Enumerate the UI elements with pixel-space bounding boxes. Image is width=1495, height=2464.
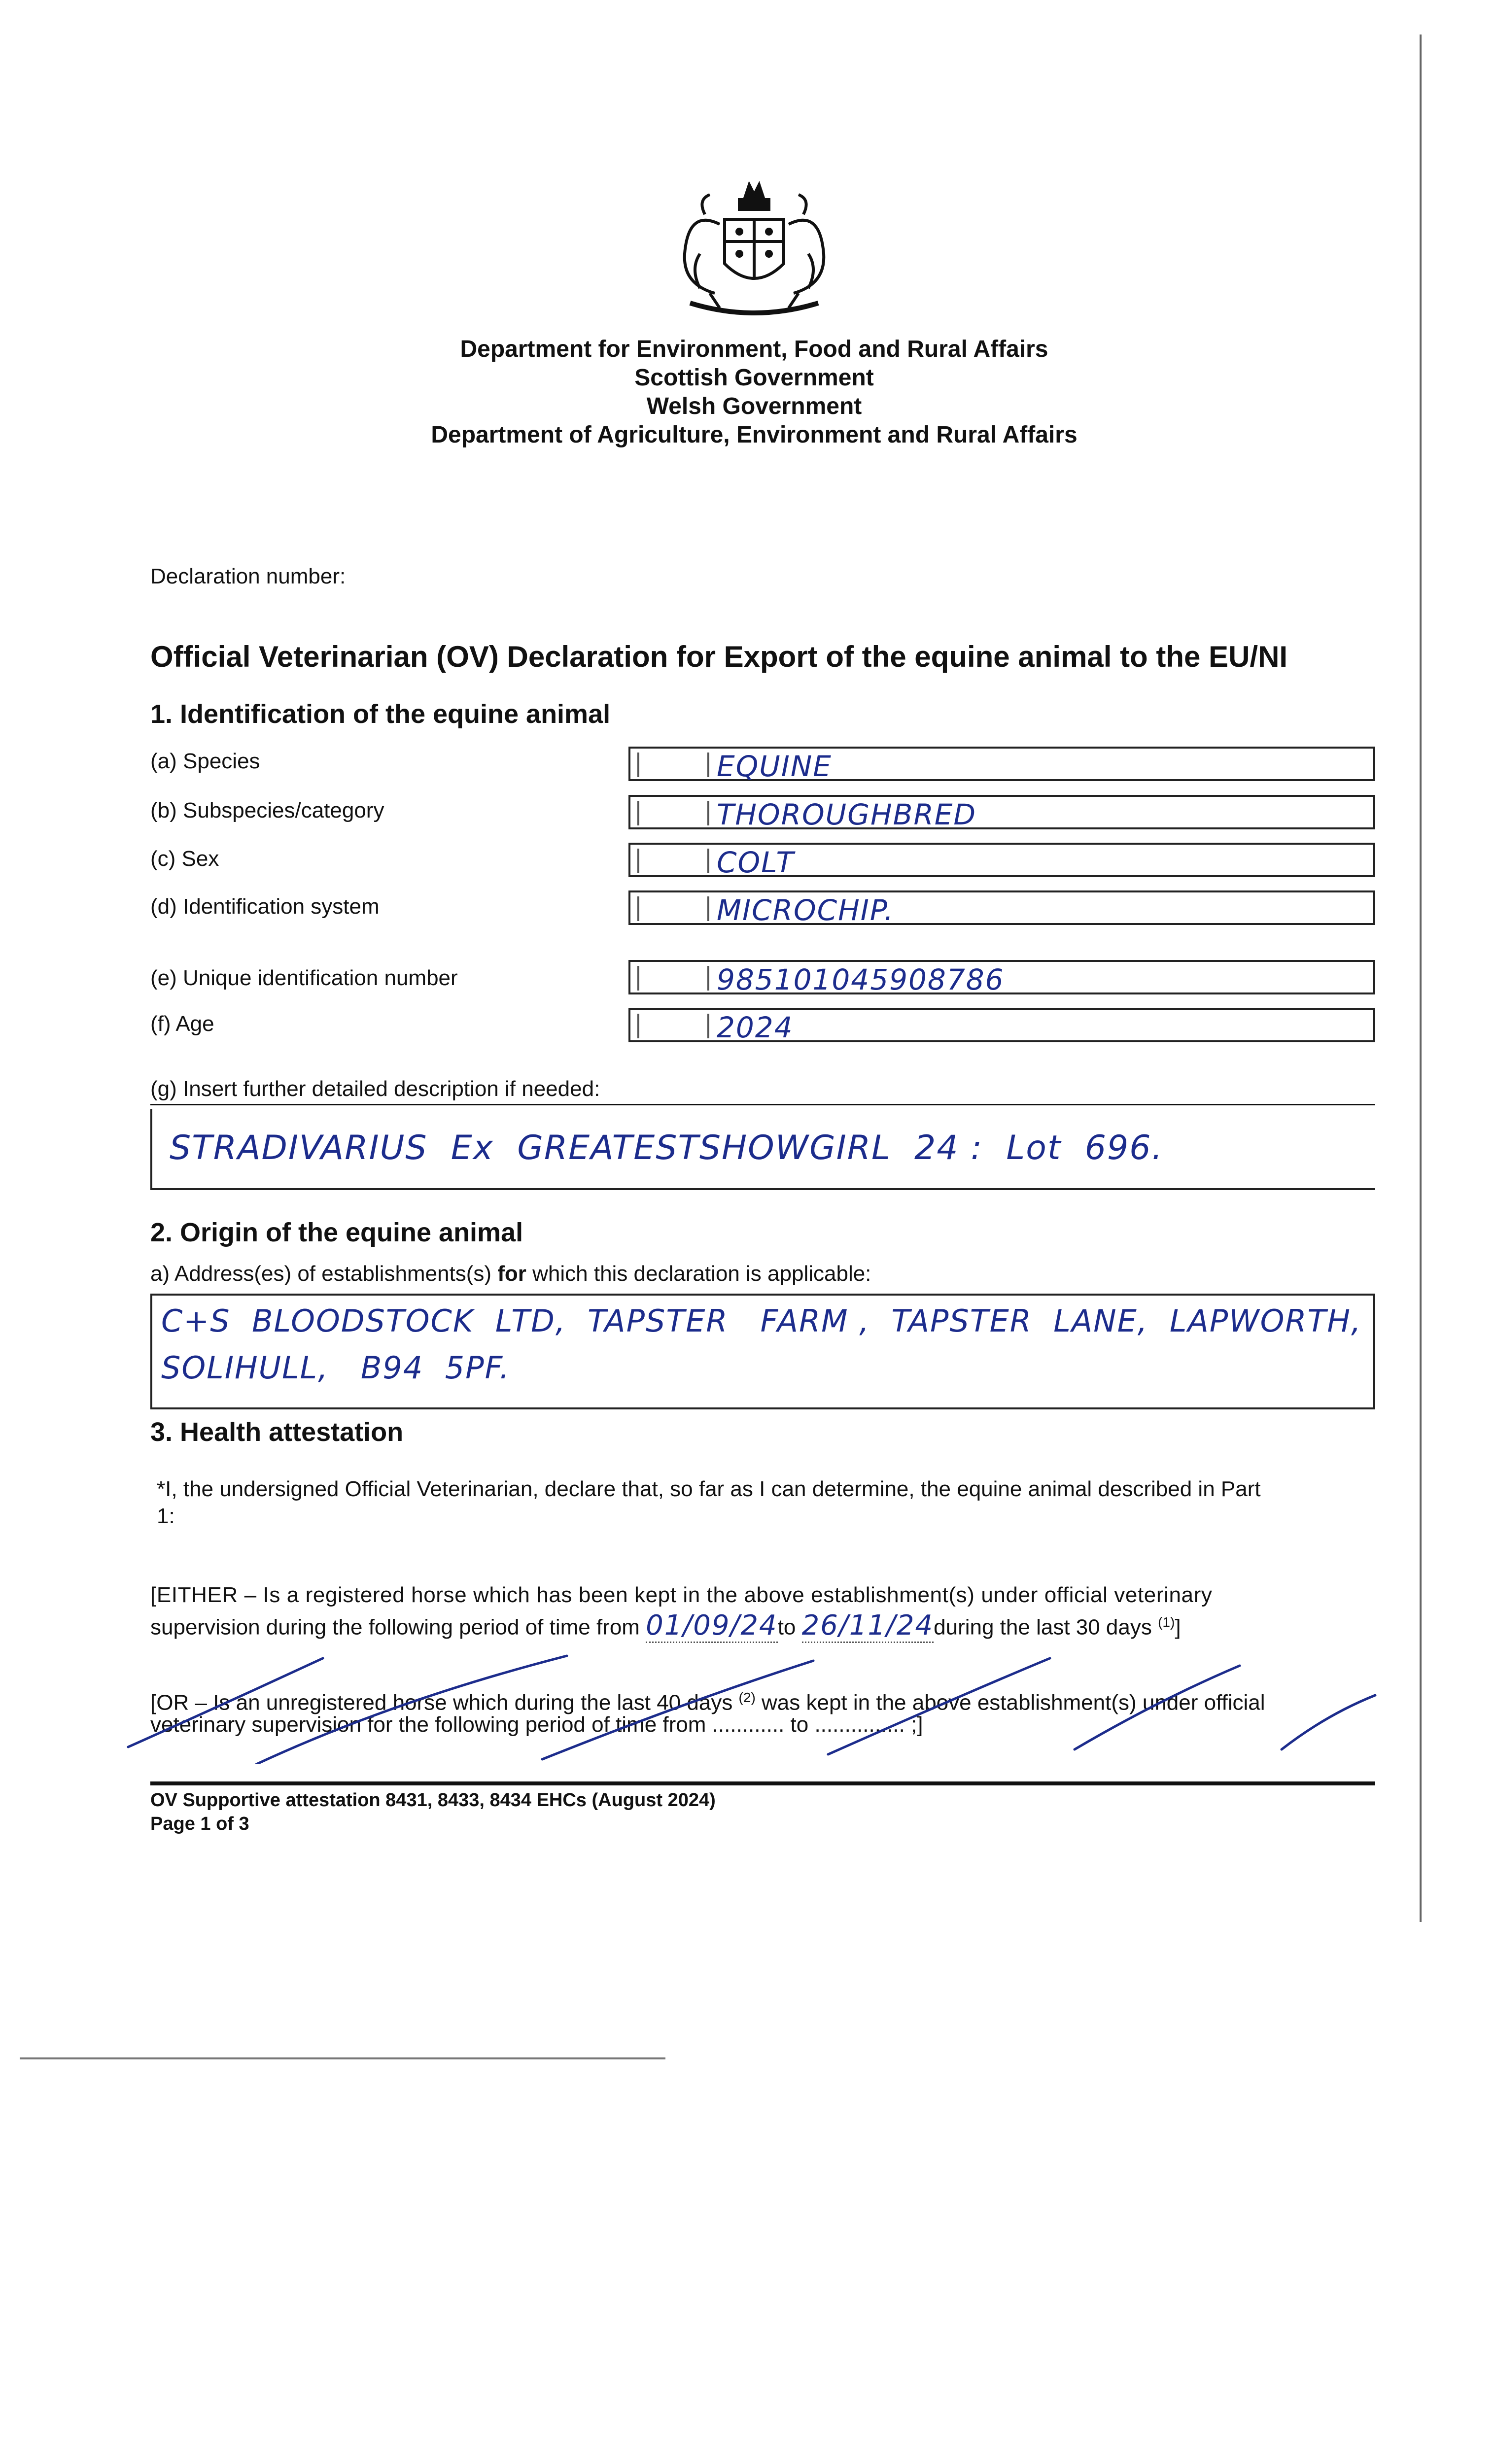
sex-value: COLT xyxy=(717,846,795,879)
unique-id-value: 985101045908786 xyxy=(717,963,1005,996)
or-clause-cont: veterinary supervision for the following period of time from ............ to ............... ;] xyxy=(150,1712,923,1737)
scan-edge-line xyxy=(1420,34,1422,1922)
unique-id-field[interactable] xyxy=(628,960,1375,994)
identification-system-field[interactable] xyxy=(628,890,1375,925)
department-line: Scottish Government xyxy=(634,365,874,391)
section-3-heading: 3. Health attestation xyxy=(150,1417,404,1447)
footer-attestation: OV Supportive attestation 8431, 8433, 8434 EHCs (August 2024) xyxy=(150,1790,716,1811)
department-line: Welsh Government xyxy=(646,393,862,419)
field-label-species: (a) Species xyxy=(150,749,260,773)
department-line: Department for Environment, Food and Rural Affairs xyxy=(460,336,1048,362)
field-label-identification-system: (d) Identification system xyxy=(150,894,380,919)
field-label-subspecies: (b) Subspecies/category xyxy=(150,798,384,822)
either-clause-cont: supervision during the following period of time from 01/09/24to 26/11/24during the last 30 days $^{(1)}$] xyxy=(150,1609,1181,1641)
or-clause: [OR – Is an unregistered horse which during the last 40 days $^{(2)}$ was kept in the above establishment(s) under official xyxy=(150,1690,1265,1715)
age-value: 2024 xyxy=(717,1011,794,1044)
either-clause: [EITHER – Is a registered horse which has been kept in the above establishment(s) under official veterinary xyxy=(150,1583,1213,1607)
section-1-heading: 1. Identification of the equine animal xyxy=(150,699,611,729)
species-value: EQUINE xyxy=(717,750,832,783)
department-line: Department of Agriculture, Environment and Rural Affairs xyxy=(431,422,1078,448)
address-field[interactable] xyxy=(150,1294,1375,1409)
royal-coat-of-arms-icon xyxy=(670,180,838,328)
pen-strike-marks xyxy=(99,1641,1390,1764)
further-description-label: (g) Insert further detailed description if needed: xyxy=(150,1077,600,1101)
address-line-2: SOLIHULL, B94 5PF. xyxy=(161,1350,510,1386)
age-field[interactable] xyxy=(628,1008,1375,1042)
field-label-unique-id: (e) Unique identification number xyxy=(150,966,458,990)
field-label-age: (f) Age xyxy=(150,1012,214,1036)
species-field[interactable] xyxy=(628,747,1375,781)
attestation-intro-cont: 1: xyxy=(157,1504,175,1528)
either-to-date[interactable]: 26/11/24 xyxy=(802,1609,934,1643)
page-number: Page 1 of 3 xyxy=(150,1814,249,1834)
divider xyxy=(150,1104,1375,1105)
scan-edge-line xyxy=(20,2057,665,2059)
footer-divider xyxy=(150,1781,1375,1785)
identification-system-value: MICROCHIP. xyxy=(717,893,895,927)
subspecies-value: THOROUGHBRED xyxy=(717,798,977,831)
field-label-sex: (c) Sex xyxy=(150,847,219,871)
further-description-field[interactable] xyxy=(150,1109,1375,1190)
sex-field[interactable] xyxy=(628,843,1375,877)
section-2-heading: 2. Origin of the equine animal xyxy=(150,1218,523,1247)
declaration-number-label: Declaration number: xyxy=(150,564,346,588)
either-from-date[interactable]: 01/09/24 xyxy=(646,1609,778,1643)
page-title: Official Veterinarian (OV) Declaration for Export of the equine animal to the EU/NI xyxy=(150,640,1288,673)
address-label: a) Address(es) of establishments(s) for which this declaration is applicable: xyxy=(150,1262,871,1286)
address-line-1: C+S BLOODSTOCK LTD, TAPSTER FARM , TAPSTER LANE, LAPWORTH, xyxy=(161,1303,1362,1339)
further-description-value: STRADIVARIUS Ex GREATESTSHOWGIRL 24 : Lot 696. xyxy=(170,1129,1164,1167)
subspecies-field[interactable] xyxy=(628,795,1375,829)
attestation-intro: *I, the undersigned Official Veterinarian, declare that, so far as I can determine, the equine animal described in Part xyxy=(157,1477,1261,1501)
